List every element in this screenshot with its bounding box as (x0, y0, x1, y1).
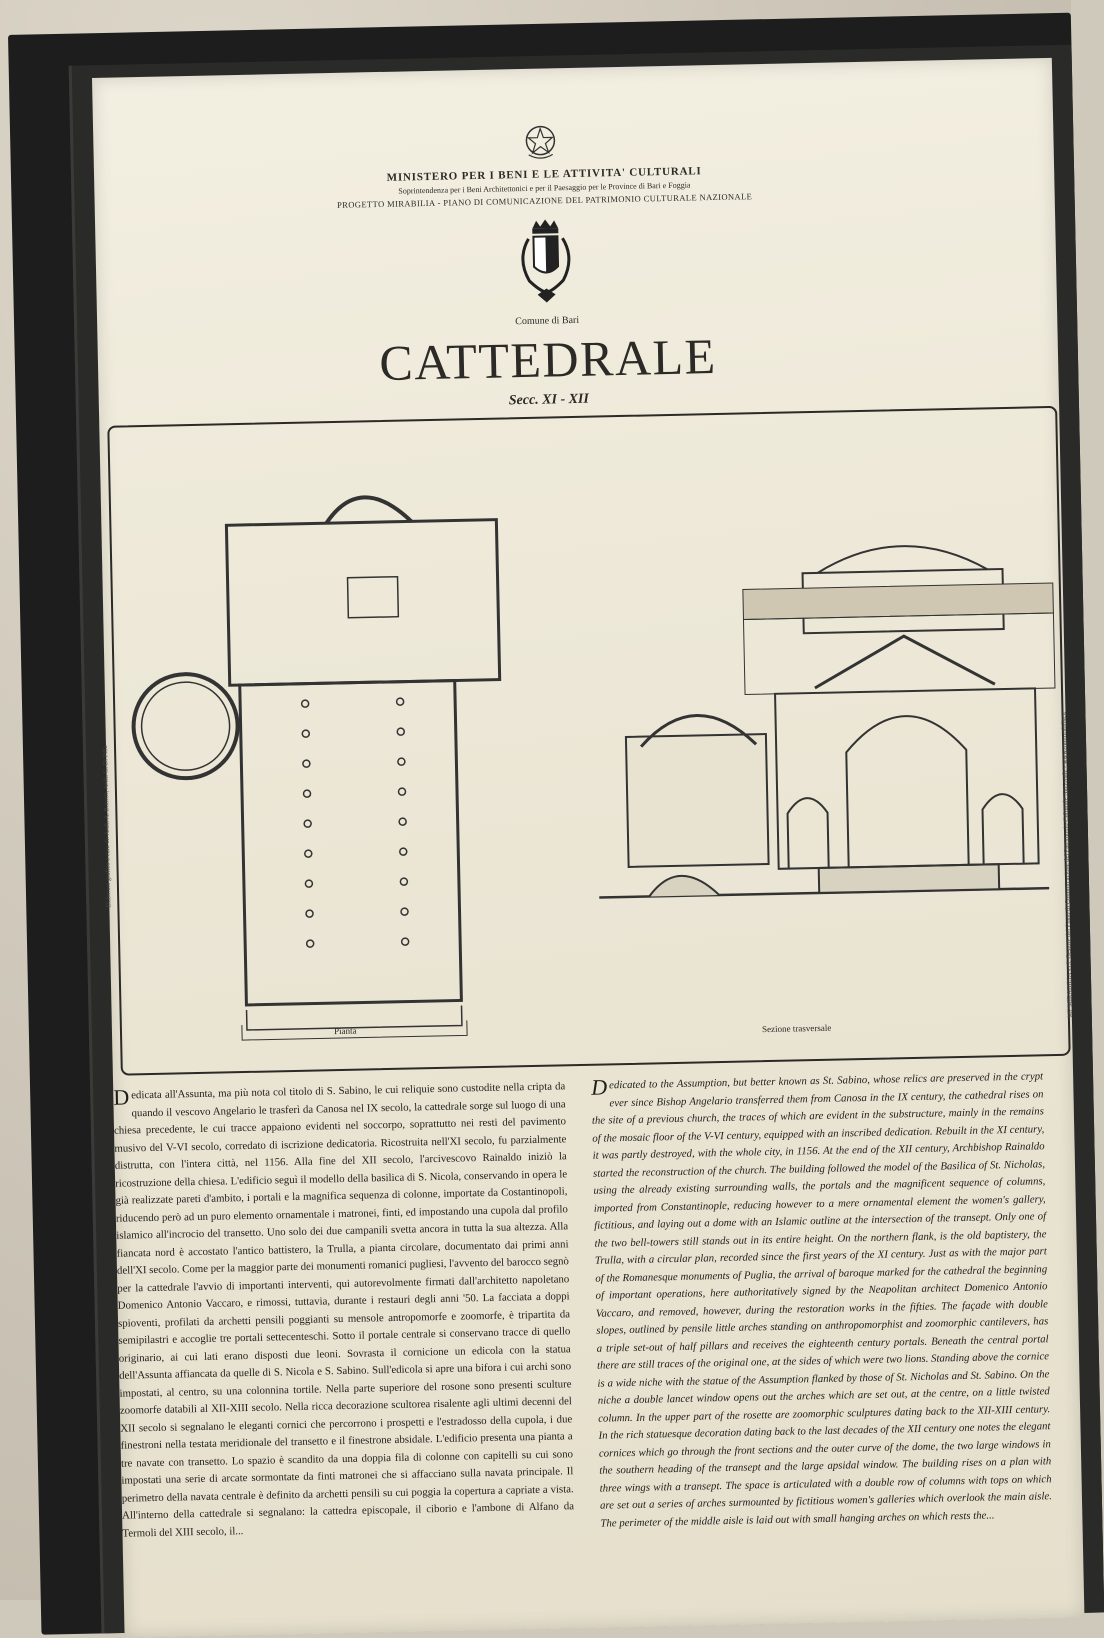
comune-label: Comune di Bari (515, 314, 580, 328)
drawing-canvas (109, 408, 1072, 1078)
section-caption: Sezione trasversale (761, 1022, 832, 1035)
publisher-credit: MP MIRABILIA s.r.l. Gestore del Piano di Comunicazione del Patrimonio Culturale Nazionale - www.mpmirabilia.it (1060, 711, 1074, 1018)
transverse-section (592, 543, 1059, 898)
soprintendenza-line: Soprintendenza per i Beni Architettonici e per il Paesaggio per le Province di Bari e Foggia (398, 180, 691, 196)
plan-columns (302, 698, 409, 947)
italian-text-column (113, 1078, 574, 1542)
plan-caption: Pianta (333, 1025, 357, 1037)
sign-subtitle: Secc. XI - XII (508, 391, 590, 409)
italian-republic-emblem-icon (523, 123, 558, 162)
progetto-line: PROGETTO MIRABILIA - PIANO DI COMUNICAZIONE DEL PATRIMONIO CULTURALE NAZIONALE (337, 191, 753, 210)
sign-title: CATTEDRALE (378, 327, 718, 392)
english-text-column (591, 1068, 1052, 1532)
information-panel (92, 58, 1084, 1638)
floor-plan (129, 495, 507, 1043)
ministry-heading: MINISTERO PER I BENI E LE ATTIVITA' CULTURALI (386, 165, 702, 184)
italian-text: Dedicata all'Assunta, ma più nota col titolo di S. Sabino, le cui reliquie sono custodite nella cripta da quando il vescovo Angelario le trasferì da Canosa nel IX secolo, la cattedrale sorge sul luogo di una chiesa precedente, le cui tracce appaiono evidenti nel soccorpo, soprattutto nei resti del pavimento musivo del V-VI secolo, corredato di iscrizione dedicatoria. Ricostruita nell'XI secolo, fu parzialmente distrutta, con l'intera città, nel 1156. Alla fine del XII secolo, l'arcivescovo Rainaldo iniziò la ricostruzione della chiesa. L'edificio seguì il modello della basilica di S. Nicola, conservando in opera le già realizzate pareti d'ambito, i portali e la magnifica sequenza di colonne, importate da Costantinopoli, riducendo però ad un puro elemento ornamentale i matronei, finti, ed impostando una cupola dal profilo islamico all'incrocio del transetto. Uno solo dei due campanili svetta ancora in tutta la sua altezza. Alla fiancata nord è accostato l'antico battistero, la Trulla, a pianta circolare, documentato dai primi anni dell'XI secolo. Come per la maggior parte dei monumenti romanici pugliesi, l'avvento del barocco segnò per la cattedrale l'avvio di importanti interventi, qui autorevolmente firmati dall'architetto napoletano Domenico Antonio Vaccaro, e rimossi, tuttavia, durante i restauri degli anni '50. La facciata a doppi spioventi, profilati da archetti pensili poggianti su mensole antropomorfe e zoomorfe, è tripartita da semipilastri e accoglie tre portali settecenteschi. Sotto il portale centrale si conservano tracce di quello originario, ai cui lati erano disposti due leoni. Sovrasta il cornicione un edicola con la statua dell'Assunta affiancata da quelle di S. Nicola e S. Sabino. Sull'edicola si apre una bifora i cui archi sono impostati, al centro, su una colonnina tortile. Nella parte superiore del rosone sono presenti sculture zoomorfe databili al XII-XIII secolo. Nella ricca decorazione scultorea risalente agli ultimi decenni del XII secolo si segnalano le eleganti cornici che percorrono i prospetti e l'estradosso della cupola, i due finestroni nella testata meridionale del transetto e il finestrone absidale. L'edificio presenta una pianta a tre navate con transetto. Lo spazio è scandito da una doppia fila di colonne con capitelli su cui sono impostati una serie di arcate sormontate da finti matronei che si affacciano sulla navata principale. Il perimetro della navata centrale è definito da archetti pensili su cui poggia la copertura a capriate a vista. All'interno della cattedrale si segnalano: la cattedra episcopale, il ciborio e l'ambone di Alfano da Termoli del XIII secolo, il... (113, 1080, 575, 1540)
drawing-credit: Elaborato grafico a cura di: Arch. A. Bonetti, Arch. G. Di Pilla (101, 745, 113, 908)
english-text: Dedicated to the Assumption, but better known as St. Sabino, whose relics are preserved in the crypt ever since Bishop Angelario transferred them from Canosa in the IX century, the cathedral rises on the site of a previous church, the traces of which are evident in the substructure, mainly in the remains of the mosaic floor of the V-VI century, equipped with an inscribed dedication. Rebuilt in the XI century, it was partly destroyed, with the whole city, in 1156. At the end of the XII century, Archbishop Rainaldo started the reconstruction of the church. The building followed the model of the Basilica of St. Nicholas, using the already existing surrounding walls, the portals and the magnificent sequence of columns, imported from Constantinople, reducing however to a mere ornamental element the women's gallery, fictitious, and laying out a dome with an Islamic outline at the intersection of the transept. Only one of the two bell-towers still stands out in its entire height. On the northern flank, is the old baptistery, the Trulla, with a circular plan, recorded since the first years of the XI century. Just as with the major part of the Romanesque monuments of Puglia, the arrival of baroque marked for the cathedral the beginning of important operations, here authoritatively signed by the Neapolitan architect Domenico Antonio Vaccaro, and removed, however, during the restoration works in the fifties. The façade with double slopes, outlined by pensile little arches standing on anthropomorphist and zoomorphic cantilevers, has a triple set-out of half pillars and receives the eighteenth century portals. Beneath the central portal there are still traces of the original one, at the sides of which were two lions. Standing above the cornice is a wide niche with the statue of the Assumption flanked by those of St. Nicholas and St. Sabino. On the niche a double lancet window opens out the arches which are set out, at the centre, on a little twisted column. In the upper part of the rosette are zoomorphic sculptures dating back to the XII-XIII century. In the rich statuesque decoration dating back to the last decades of the XII century one notes the elegant cornices which go through the front sections and the outer curve of the dome, the two large windows in the southern heading of the transept and the large apsidal window. The building rises on a plan with three wings with a transept. The space is articulated with a double row of columns with tops on which are set out a series of arches surmounted by fictitious women's galleries which overlook the main aisle. The perimeter of the middle aisle is laid out with small hanging arches on which rests the... (590, 1070, 1053, 1530)
architectural-drawing-box (101, 406, 1074, 1076)
bari-coat-of-arms-icon (510, 218, 582, 309)
